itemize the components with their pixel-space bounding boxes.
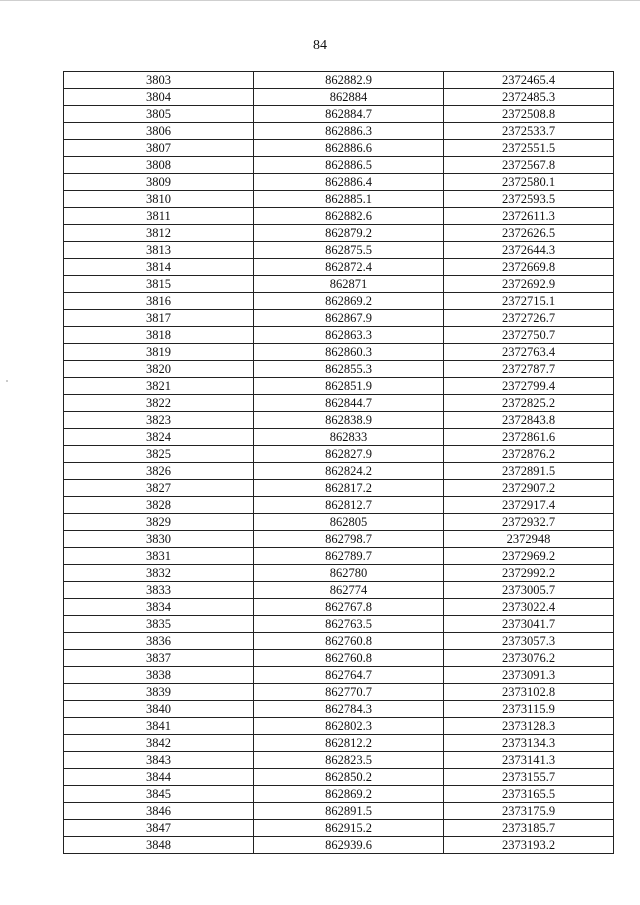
table-row	[64, 480, 614, 497]
x-coordinate-cell: 862760.8	[254, 633, 444, 650]
y-coordinate-cell: 2372580.1	[444, 174, 614, 191]
table-row	[64, 820, 614, 837]
point-number-cell: 3806	[64, 123, 254, 140]
point-number-cell: 3817	[64, 310, 254, 327]
y-coordinate-cell: 2373022.4	[444, 599, 614, 616]
y-coordinate-cell: 2373076.2	[444, 650, 614, 667]
x-coordinate-cell: 862872.4	[254, 259, 444, 276]
x-coordinate-cell: 862824.2	[254, 463, 444, 480]
y-coordinate-cell: 2373057.3	[444, 633, 614, 650]
y-coordinate-cell: 2372626.5	[444, 225, 614, 242]
point-number-cell: 3821	[64, 378, 254, 395]
x-coordinate-cell: 862833	[254, 429, 444, 446]
y-coordinate-cell: 2372465.4	[444, 72, 614, 89]
x-coordinate-cell: 862886.3	[254, 123, 444, 140]
scan-speck	[6, 380, 8, 382]
y-coordinate-cell: 2372932.7	[444, 514, 614, 531]
point-number-cell: 3847	[64, 820, 254, 837]
table-row	[64, 463, 614, 480]
y-coordinate-cell: 2372726.7	[444, 310, 614, 327]
table-row	[64, 361, 614, 378]
x-coordinate-cell: 862844.7	[254, 395, 444, 412]
point-number-cell: 3838	[64, 667, 254, 684]
y-coordinate-cell: 2372750.7	[444, 327, 614, 344]
point-number-cell: 3809	[64, 174, 254, 191]
table-row	[64, 89, 614, 106]
y-coordinate-cell: 2372992.2	[444, 565, 614, 582]
y-coordinate-cell: 2372715.1	[444, 293, 614, 310]
x-coordinate-cell: 862789.7	[254, 548, 444, 565]
y-coordinate-cell: 2373155.7	[444, 769, 614, 786]
y-coordinate-cell: 2372692.9	[444, 276, 614, 293]
table-row	[64, 633, 614, 650]
point-number-cell: 3826	[64, 463, 254, 480]
x-coordinate-cell: 862863.3	[254, 327, 444, 344]
x-coordinate-cell: 862850.2	[254, 769, 444, 786]
y-coordinate-cell: 2372669.8	[444, 259, 614, 276]
table-row	[64, 191, 614, 208]
y-coordinate-cell: 2372799.4	[444, 378, 614, 395]
point-number-cell: 3808	[64, 157, 254, 174]
x-coordinate-cell: 862760.8	[254, 650, 444, 667]
x-coordinate-cell: 862886.6	[254, 140, 444, 157]
y-coordinate-cell: 2372843.8	[444, 412, 614, 429]
point-number-cell: 3822	[64, 395, 254, 412]
y-coordinate-cell: 2372567.8	[444, 157, 614, 174]
x-coordinate-cell: 862838.9	[254, 412, 444, 429]
x-coordinate-cell: 862867.9	[254, 310, 444, 327]
table-row	[64, 174, 614, 191]
table-row	[64, 344, 614, 361]
x-coordinate-cell: 862871	[254, 276, 444, 293]
y-coordinate-cell: 2372787.7	[444, 361, 614, 378]
table-row	[64, 837, 614, 854]
y-coordinate-cell: 2373141.3	[444, 752, 614, 769]
point-number-cell: 3848	[64, 837, 254, 854]
point-number-cell: 3807	[64, 140, 254, 157]
table-row	[64, 531, 614, 548]
table-row	[64, 582, 614, 599]
point-number-cell: 3837	[64, 650, 254, 667]
point-number-cell: 3815	[64, 276, 254, 293]
x-coordinate-cell: 862827.9	[254, 446, 444, 463]
point-number-cell: 3836	[64, 633, 254, 650]
table-row	[64, 599, 614, 616]
table-row	[64, 106, 614, 123]
x-coordinate-cell: 862767.8	[254, 599, 444, 616]
point-number-cell: 3834	[64, 599, 254, 616]
y-coordinate-cell: 2372485.3	[444, 89, 614, 106]
point-number-cell: 3825	[64, 446, 254, 463]
table-row	[64, 157, 614, 174]
point-number-cell: 3818	[64, 327, 254, 344]
x-coordinate-cell: 862774	[254, 582, 444, 599]
point-number-cell: 3824	[64, 429, 254, 446]
x-coordinate-cell: 862798.7	[254, 531, 444, 548]
point-number-cell: 3830	[64, 531, 254, 548]
x-coordinate-cell: 862882.6	[254, 208, 444, 225]
x-coordinate-cell: 862763.5	[254, 616, 444, 633]
page-top-border	[0, 0, 640, 1]
table-row	[64, 276, 614, 293]
table-row	[64, 667, 614, 684]
y-coordinate-cell: 2372917.4	[444, 497, 614, 514]
x-coordinate-cell: 862879.2	[254, 225, 444, 242]
y-coordinate-cell: 2372611.3	[444, 208, 614, 225]
table-row	[64, 684, 614, 701]
point-number-cell: 3840	[64, 701, 254, 718]
x-coordinate-cell: 862875.5	[254, 242, 444, 259]
y-coordinate-cell: 2372644.3	[444, 242, 614, 259]
table-row	[64, 429, 614, 446]
y-coordinate-cell: 2373041.7	[444, 616, 614, 633]
x-coordinate-cell: 862780	[254, 565, 444, 582]
coordinates-table-body	[64, 72, 614, 854]
table-row	[64, 140, 614, 157]
table-row	[64, 208, 614, 225]
y-coordinate-cell: 2373115.9	[444, 701, 614, 718]
table-row	[64, 701, 614, 718]
point-number-cell: 3823	[64, 412, 254, 429]
x-coordinate-cell: 862886.4	[254, 174, 444, 191]
y-coordinate-cell: 2373091.3	[444, 667, 614, 684]
x-coordinate-cell: 862869.2	[254, 293, 444, 310]
y-coordinate-cell: 2373128.3	[444, 718, 614, 735]
x-coordinate-cell: 862891.5	[254, 803, 444, 820]
y-coordinate-cell: 2373185.7	[444, 820, 614, 837]
table-row	[64, 752, 614, 769]
x-coordinate-cell: 862869.2	[254, 786, 444, 803]
y-coordinate-cell: 2373165.5	[444, 786, 614, 803]
x-coordinate-cell: 862802.3	[254, 718, 444, 735]
point-number-cell: 3811	[64, 208, 254, 225]
x-coordinate-cell: 862884.7	[254, 106, 444, 123]
x-coordinate-cell: 862884	[254, 89, 444, 106]
x-coordinate-cell: 862882.9	[254, 72, 444, 89]
table-row	[64, 225, 614, 242]
table-row	[64, 735, 614, 752]
y-coordinate-cell: 2373005.7	[444, 582, 614, 599]
y-coordinate-cell: 2372533.7	[444, 123, 614, 140]
table-row	[64, 327, 614, 344]
point-number-cell: 3833	[64, 582, 254, 599]
point-number-cell: 3828	[64, 497, 254, 514]
y-coordinate-cell: 2372948	[444, 531, 614, 548]
y-coordinate-cell: 2372508.8	[444, 106, 614, 123]
coordinates-table	[63, 71, 614, 854]
y-coordinate-cell: 2372891.5	[444, 463, 614, 480]
y-coordinate-cell: 2372907.2	[444, 480, 614, 497]
table-row	[64, 786, 614, 803]
point-number-cell: 3813	[64, 242, 254, 259]
table-row	[64, 293, 614, 310]
page-number: 84	[313, 38, 327, 53]
point-number-cell: 3843	[64, 752, 254, 769]
y-coordinate-cell: 2372593.5	[444, 191, 614, 208]
table-row	[64, 565, 614, 582]
x-coordinate-cell: 862805	[254, 514, 444, 531]
table-row	[64, 72, 614, 89]
y-coordinate-cell: 2372861.6	[444, 429, 614, 446]
table-row	[64, 616, 614, 633]
y-coordinate-cell: 2373102.8	[444, 684, 614, 701]
x-coordinate-cell: 862770.7	[254, 684, 444, 701]
y-coordinate-cell: 2373193.2	[444, 837, 614, 854]
table-row	[64, 242, 614, 259]
table-row	[64, 497, 614, 514]
x-coordinate-cell: 862764.7	[254, 667, 444, 684]
point-number-cell: 3829	[64, 514, 254, 531]
table-row	[64, 718, 614, 735]
table-row	[64, 650, 614, 667]
point-number-cell: 3810	[64, 191, 254, 208]
point-number-cell: 3845	[64, 786, 254, 803]
table-row	[64, 769, 614, 786]
point-number-cell: 3832	[64, 565, 254, 582]
x-coordinate-cell: 862885.1	[254, 191, 444, 208]
point-number-cell: 3841	[64, 718, 254, 735]
x-coordinate-cell: 862823.5	[254, 752, 444, 769]
x-coordinate-cell: 862855.3	[254, 361, 444, 378]
point-number-cell: 3831	[64, 548, 254, 565]
point-number-cell: 3839	[64, 684, 254, 701]
x-coordinate-cell: 862939.6	[254, 837, 444, 854]
x-coordinate-cell: 862886.5	[254, 157, 444, 174]
table-row	[64, 446, 614, 463]
point-number-cell: 3804	[64, 89, 254, 106]
x-coordinate-cell: 862812.2	[254, 735, 444, 752]
table-row	[64, 412, 614, 429]
y-coordinate-cell: 2372876.2	[444, 446, 614, 463]
y-coordinate-cell: 2373175.9	[444, 803, 614, 820]
y-coordinate-cell: 2372763.4	[444, 344, 614, 361]
point-number-cell: 3846	[64, 803, 254, 820]
point-number-cell: 3803	[64, 72, 254, 89]
point-number-cell: 3835	[64, 616, 254, 633]
x-coordinate-cell: 862812.7	[254, 497, 444, 514]
x-coordinate-cell: 862784.3	[254, 701, 444, 718]
table-row	[64, 514, 614, 531]
point-number-cell: 3820	[64, 361, 254, 378]
point-number-cell: 3816	[64, 293, 254, 310]
point-number-cell: 3827	[64, 480, 254, 497]
table-row	[64, 310, 614, 327]
point-number-cell: 3842	[64, 735, 254, 752]
table-row	[64, 548, 614, 565]
x-coordinate-cell: 862860.3	[254, 344, 444, 361]
point-number-cell: 3814	[64, 259, 254, 276]
y-coordinate-cell: 2372551.5	[444, 140, 614, 157]
table-row	[64, 395, 614, 412]
point-number-cell: 3812	[64, 225, 254, 242]
x-coordinate-cell: 862915.2	[254, 820, 444, 837]
point-number-cell: 3819	[64, 344, 254, 361]
table-row	[64, 259, 614, 276]
y-coordinate-cell: 2372825.2	[444, 395, 614, 412]
x-coordinate-cell: 862817.2	[254, 480, 444, 497]
point-number-cell: 3844	[64, 769, 254, 786]
y-coordinate-cell: 2372969.2	[444, 548, 614, 565]
y-coordinate-cell: 2373134.3	[444, 735, 614, 752]
point-number-cell: 3805	[64, 106, 254, 123]
x-coordinate-cell: 862851.9	[254, 378, 444, 395]
table-row	[64, 123, 614, 140]
table-row	[64, 378, 614, 395]
table-row	[64, 803, 614, 820]
